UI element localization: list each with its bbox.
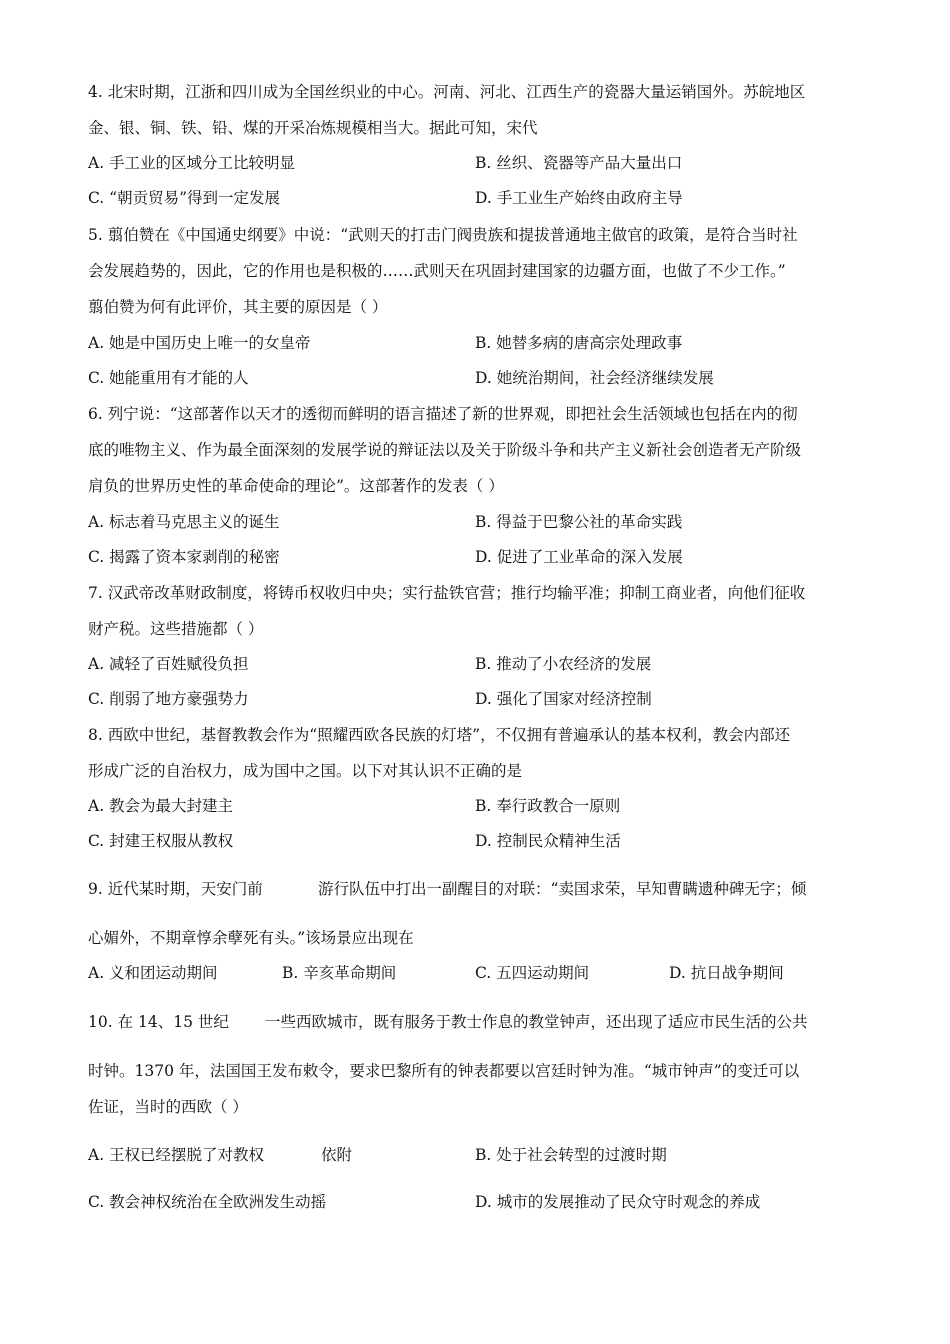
q7-option-b: B. 推动了小农经济的发展 — [475, 655, 652, 673]
q6-stem-line-2: 底的唯物主义、作为最全面深刻的发展学说的辩证法以及关于阶级斗争和共产主义新社会创造者无产阶级 — [88, 441, 802, 459]
q8-stem-line-2: 形成广泛的自治权力，成为国中之国。以下对其认识不正确的是 — [88, 762, 523, 780]
q4-stem-line-2: 金、银、铜、铁、铅、煤的开采冶炼规模相当大。据此可知，宋代 — [88, 119, 538, 137]
q10-stem-line-1-right: 一些西欧城市，既有服务于教士作息的教堂钟声，还出现了适应市民生活的公共 — [265, 1013, 808, 1031]
q7-stem-line-2: 财产税。这些措施都（ ） — [88, 620, 264, 638]
q10-option-b: B. 处于社会转型的过渡时期 — [475, 1146, 667, 1164]
q9-option-d: D. 抗日战争期间 — [669, 964, 784, 982]
q6-stem-line-1: 6. 列宁说：“这部著作以天才的透彻而鲜明的语言描述了新的世界观，即把社会生活领域也包括在内的彻 — [88, 405, 798, 423]
q10-option-a-left: A. 王权已经摆脱了对教权 — [88, 1146, 265, 1164]
q10-option-c: C. 教会神权统治在全欧洲发生动摇 — [88, 1193, 327, 1211]
q10-stem-line-3: 佐证，当时的西欧（ ） — [88, 1098, 248, 1116]
q9-stem-line-2: 心媚外，不期章惇余孽死有头。”该场景应出现在 — [88, 929, 414, 947]
q7-option-c: C. 削弱了地方豪强势力 — [88, 690, 249, 708]
q5-option-b: B. 她替多病的唐高宗处理政事 — [475, 334, 683, 352]
q9-stem-line-1-right: 游行队伍中打出一副醒目的对联：“卖国求荣，早知曹瞒遗种碑无字；倾 — [318, 880, 807, 898]
q6-stem-line-3: 肩负的世界历史性的革命使命的理论”。这部著作的发表（ ） — [88, 477, 504, 495]
q10-option-a-right: 依附 — [321, 1146, 353, 1164]
q10-option-d: D. 城市的发展推动了民众守时观念的养成 — [475, 1193, 761, 1211]
q4-option-a: A. 手工业的区域分工比较明显 — [88, 154, 296, 172]
q10-stem-line-1-left: 10. 在 14、15 世纪 — [88, 1013, 229, 1031]
q7-option-d: D. 强化了国家对经济控制 — [475, 690, 652, 708]
q9-option-a: A. 义和团运动期间 — [88, 964, 218, 982]
q8-option-c: C. 封建王权服从教权 — [88, 832, 234, 850]
q8-stem-line-1: 8. 西欧中世纪，基督教教会作为“照耀西欧各民族的灯塔”，不仅拥有普遍承认的基本权利，教会内部还 — [88, 726, 791, 744]
q10-stem-line-2: 时钟。1370 年，法国国王发布敕令，要求巴黎所有的钟表都要以宫廷时钟为准。“城市钟声”的变迁可以 — [88, 1062, 800, 1080]
q6-option-b: B. 得益于巴黎公社的革命实践 — [475, 513, 683, 531]
q6-option-d: D. 促进了工业革命的深入发展 — [475, 548, 683, 566]
q5-option-c: C. 她能重用有才能的人 — [88, 369, 249, 387]
q9-option-c: C. 五四运动期间 — [475, 964, 590, 982]
q8-option-d: D. 控制民众精神生活 — [475, 832, 621, 850]
q9-stem-line-1-left: 9. 近代某时期，天安门前 — [88, 880, 263, 898]
q7-option-a: A. 减轻了百姓赋役负担 — [88, 655, 249, 673]
q7-stem-line-1: 7. 汉武帝改革财政制度，将铸币权收归中央；实行盐铁官营；推行均输平准；抑制工商业者，向他们征收 — [88, 584, 806, 602]
q5-option-d: D. 她统治期间，社会经济继续发展 — [475, 369, 714, 387]
q6-option-c: C. 揭露了资本家剥削的秘密 — [88, 548, 280, 566]
q9-option-b: B. 辛亥革命期间 — [282, 964, 397, 982]
q5-option-a: A. 她是中国历史上唯一的女皇帝 — [88, 334, 311, 352]
q5-stem-line-2: 会发展趋势的，因此，它的作用也是积极的……武则天在巩固封建国家的边疆方面，也做了不少工作。” — [88, 262, 786, 280]
q4-stem-line-1: 4. 北宋时期，江浙和四川成为全国丝织业的中心。河南、河北、江西生产的瓷器大量运销国外。苏皖地区 — [88, 83, 806, 101]
q8-option-a: A. 教会为最大封建主 — [88, 797, 234, 815]
q8-option-b: B. 奉行政教合一原则 — [475, 797, 621, 815]
q4-option-b: B. 丝织、瓷器等产品大量出口 — [475, 154, 683, 172]
q4-option-d: D. 手工业生产始终由政府主导 — [475, 189, 683, 207]
q4-option-c: C. “朝贡贸易”得到一定发展 — [88, 189, 281, 207]
q5-stem-line-3: 翦伯赞为何有此评价，其主要的原因是（ ） — [88, 298, 388, 316]
q6-option-a: A. 标志着马克思主义的诞生 — [88, 513, 280, 531]
q5-stem-line-1: 5. 翦伯赞在《中国通史纲要》中说：“武则天的打击门阀贵族和提拔普通地主做官的政策，是符合当时社 — [88, 226, 798, 244]
